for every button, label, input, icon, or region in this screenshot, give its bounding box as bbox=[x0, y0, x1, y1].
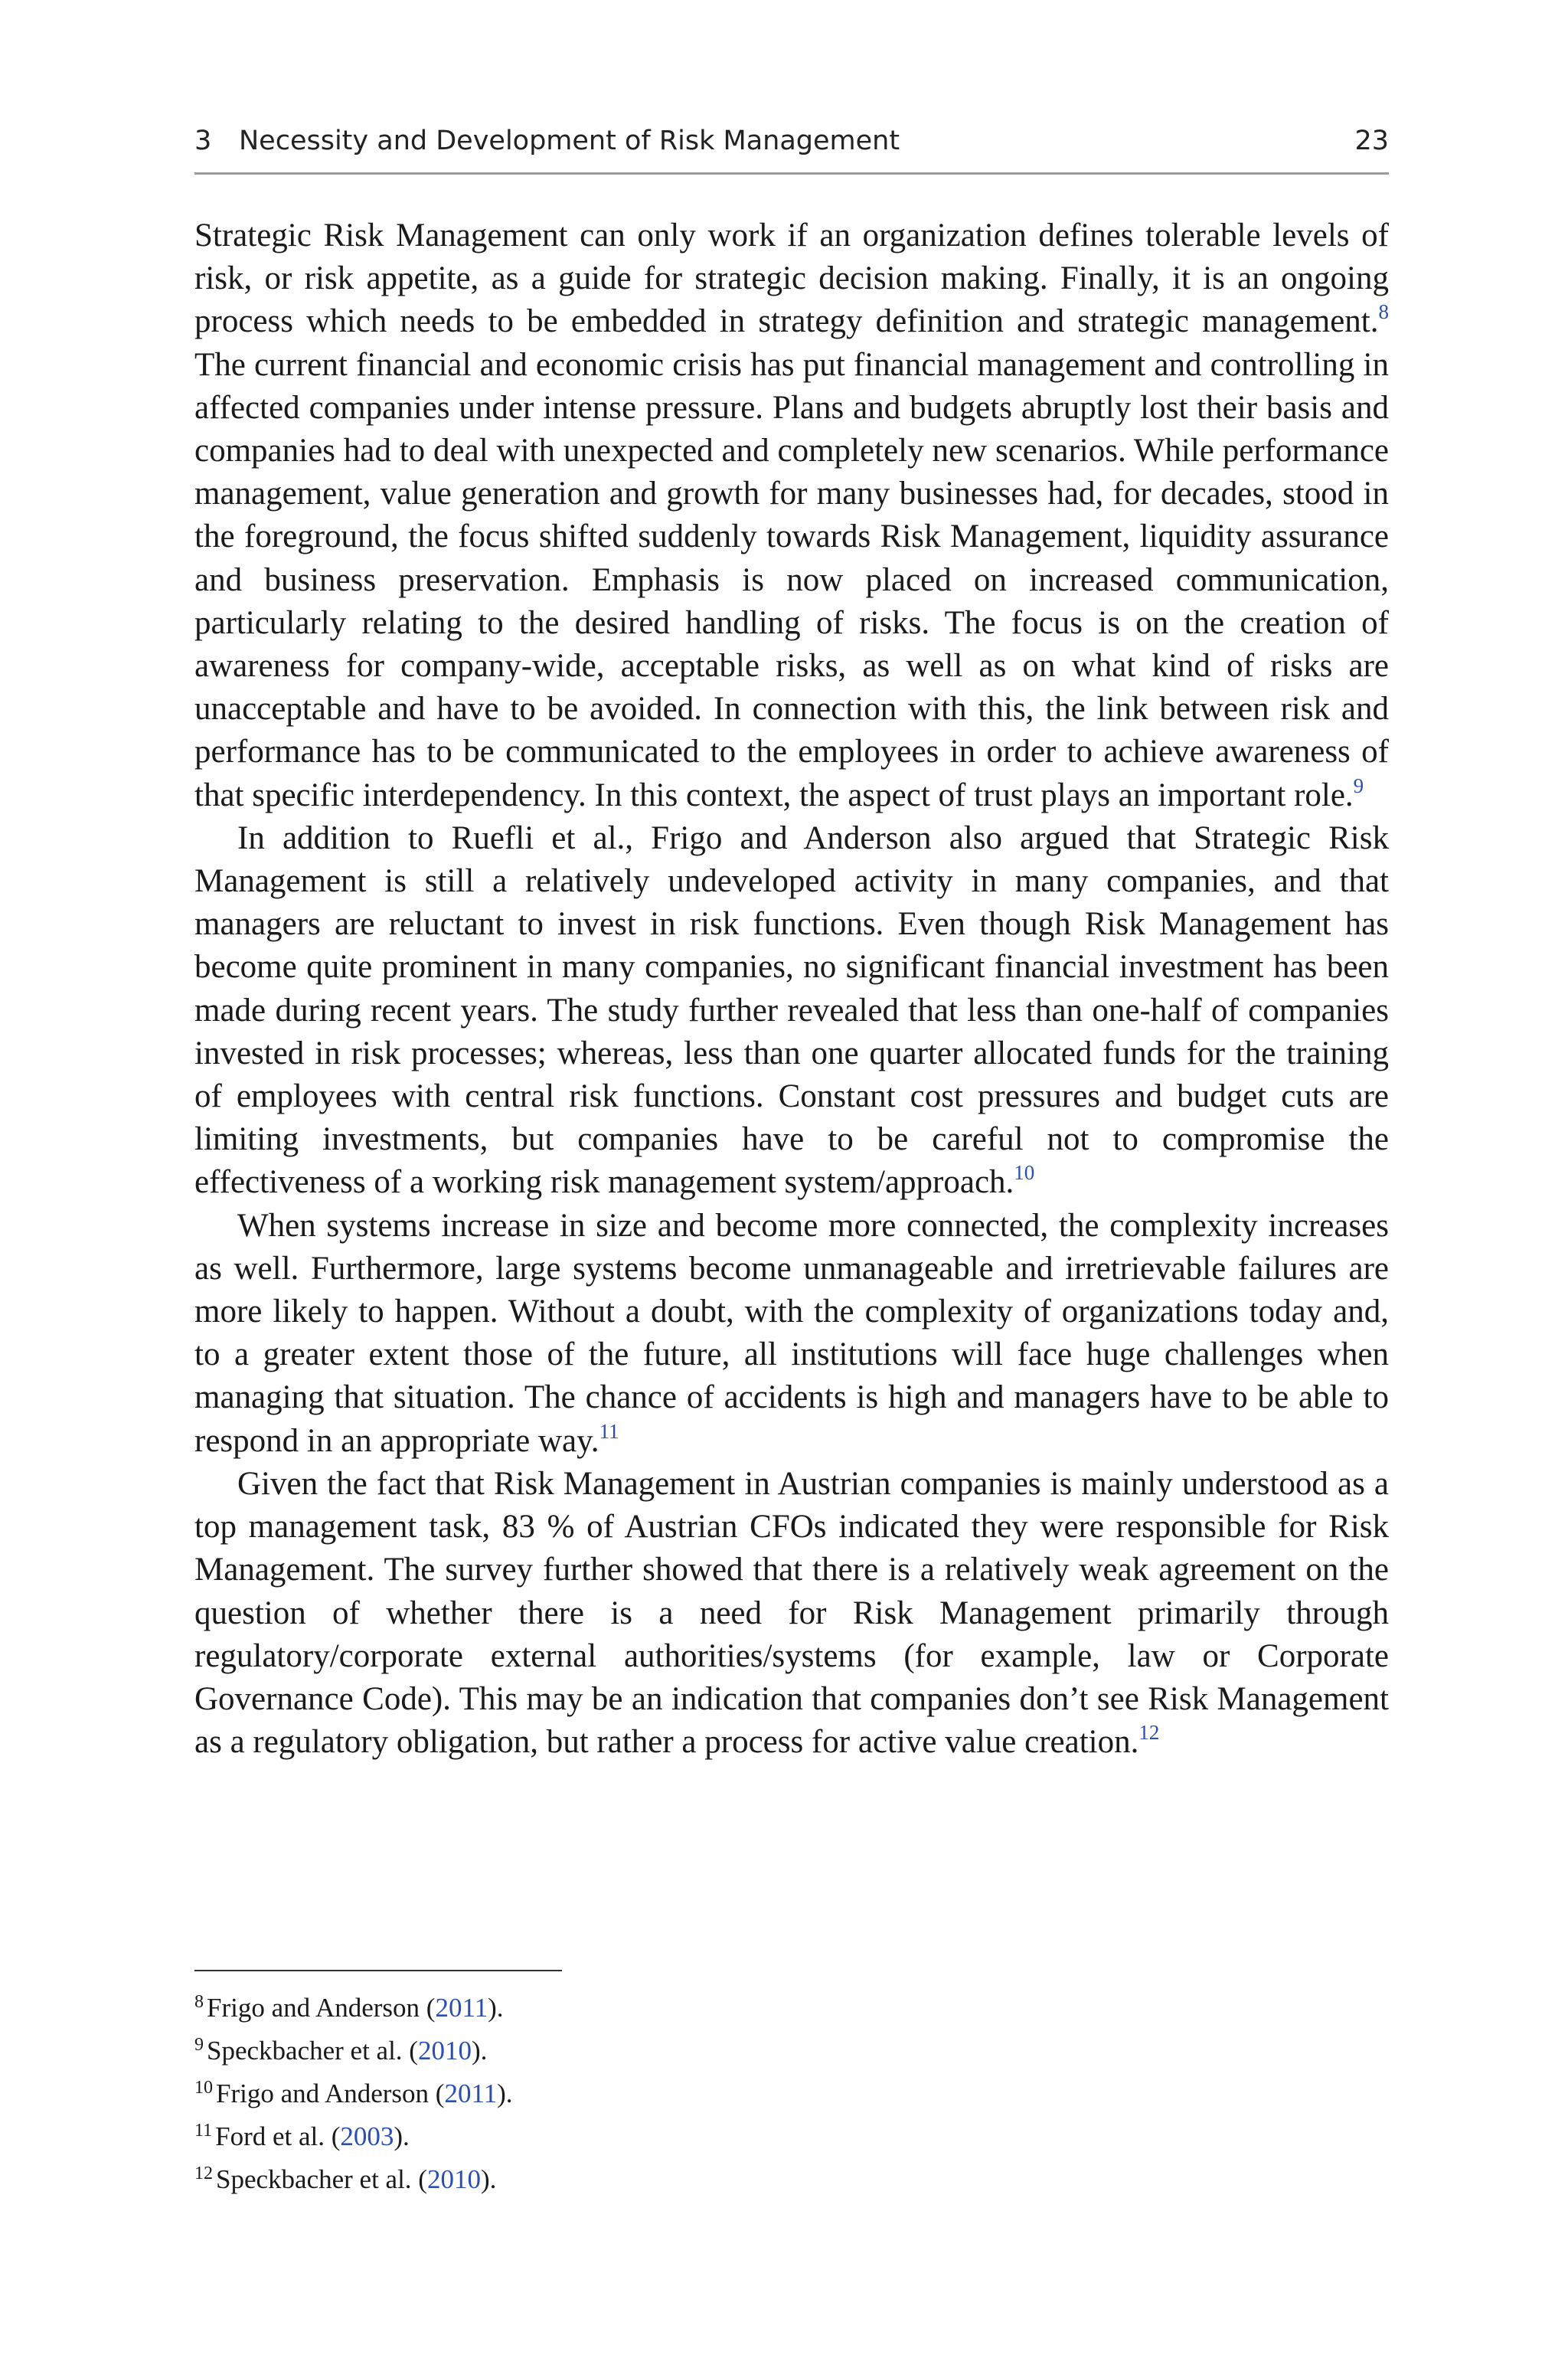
paragraph-1 bbox=[194, 214, 1389, 817]
footnote-text: Ford et al. ( bbox=[215, 2121, 341, 2151]
paragraph-text: When systems increase in size and become more connected, the complexity increases as well. Furthermore, large systems become unmanageable and irretrievable failures are more likely to happen. Without a doubt, with the complexity of organizations today and, to a greater extent those of the future, all institutions will face huge challenges when managing that situation. The chance of accidents is high and managers have to be able to respond in an appropriate way. bbox=[194, 1207, 1389, 1459]
citation-year-link[interactable]: 2011 bbox=[444, 2079, 498, 2108]
paragraph-text: In addition to Ruefli et al., Frigo and Anderson also argued that Strategic Risk Management is still a relatively undeveloped activity in many companies, and that managers are reluctant to invest in risk functions. Even though Risk Management has become quite prominent in many companies, no significant financial investment has been made during recent years. The study further revealed that less than one-half of companies invested in risk processes; whereas, less than one quarter allocated funds for the training of employees with central risk functions. Constant cost pressures and budget cuts are limiting investments, but companies have to be careful not to compromise the effectiveness of a working risk management system/approach. bbox=[194, 819, 1389, 1201]
paragraph-3 bbox=[194, 1205, 1389, 1463]
footnote-close: ). bbox=[497, 2079, 513, 2108]
footnote-11 bbox=[194, 2115, 1389, 2158]
footnote-rule bbox=[194, 1970, 562, 1971]
footnote-text: Speckbacher et al. ( bbox=[207, 2036, 418, 2066]
chapter-number: 3 bbox=[194, 126, 212, 156]
footnote-close: ). bbox=[488, 1993, 504, 2023]
footnote-text: Frigo and Anderson ( bbox=[207, 1993, 436, 2023]
footnote-ref-11[interactable]: 11 bbox=[599, 1419, 619, 1443]
footnote-number: 8 bbox=[194, 1992, 204, 2012]
footnote-close: ). bbox=[471, 2036, 488, 2066]
footnote-ref-9[interactable]: 9 bbox=[1353, 774, 1364, 797]
footnote-text: Speckbacher et al. ( bbox=[216, 2164, 427, 2194]
header-rule bbox=[194, 172, 1389, 175]
citation-year-link[interactable]: 2011 bbox=[435, 1993, 488, 2023]
footnote-12 bbox=[194, 2158, 1389, 2201]
footnote-text: Frigo and Anderson ( bbox=[216, 2079, 445, 2108]
footnote-number: 10 bbox=[194, 2078, 213, 2098]
paragraph-text: Strategic Risk Management can only work if an organization defines tolerable levels of risk, or risk appetite, as a guide for strategic decision making. Finally, it is an ongoing process which needs to be embedded in strategy definition and strategic management. bbox=[194, 218, 1389, 340]
paragraph-4 bbox=[194, 1463, 1389, 1764]
footnote-ref-12[interactable]: 12 bbox=[1138, 1721, 1160, 1745]
citation-year-link[interactable]: 2010 bbox=[426, 2164, 481, 2194]
footnote-close: ). bbox=[480, 2164, 497, 2194]
footnote-number: 11 bbox=[194, 2121, 213, 2141]
footnote-ref-8[interactable]: 8 bbox=[1378, 300, 1389, 324]
page-number: 23 bbox=[1354, 126, 1389, 156]
footnotes bbox=[194, 1987, 1389, 2201]
footnote-number: 9 bbox=[194, 2035, 204, 2055]
paragraph-text: Given the fact that Risk Management in Austrian companies is mainly understood as a top management task, 83 % of Austrian CFOs indicated they were responsible for Risk Management. The survey further showed that there is a relatively weak agreement on the question of whether there is a need for Risk Management primarily through regulatory/corporate external authorities/systems (for example, law or Corporate Governance Code). This may be an indication that companies don’t see Risk Management as a regulatory obligation, but rather a process for active value creation. bbox=[194, 1465, 1389, 1761]
footnote-number: 12 bbox=[194, 2164, 213, 2183]
footnote-8 bbox=[194, 1987, 1389, 2030]
footnote-9 bbox=[194, 2030, 1389, 2072]
paragraph-2 bbox=[194, 817, 1389, 1205]
footnote-close: ). bbox=[394, 2121, 410, 2151]
footnote-ref-10[interactable]: 10 bbox=[1014, 1161, 1035, 1185]
body-text bbox=[194, 214, 1389, 1764]
running-header bbox=[194, 123, 1389, 165]
chapter-title: Necessity and Development of Risk Management bbox=[239, 126, 900, 156]
footnote-10 bbox=[194, 2072, 1389, 2115]
citation-year-link[interactable]: 2010 bbox=[417, 2036, 472, 2066]
paragraph-text: The current financial and economic crisis has put financial management and controlling in affected companies under intense pressure. Plans and budgets abruptly lost their basis and companies had to deal with unexpected and completely new scenarios. While performance management, value generation and growth for many businesses had, for decades, stood in the foreground, the focus shifted suddenly towards Risk Management, liquidity assurance and business preservation. Emphasis is now placed on increased communication, particularly relating to the desired handling of risks. The focus is on the creation of awareness for company-wide, acceptable risks, as well as on what kind of risks are unacceptable and have to be avoided. In connection with this, the link between risk and performance has to be communicated to the employees in order to achieve awareness of that specific interdependency. In this context, the aspect of trust plays an important role. bbox=[194, 346, 1389, 813]
citation-year-link[interactable]: 2003 bbox=[340, 2121, 394, 2151]
